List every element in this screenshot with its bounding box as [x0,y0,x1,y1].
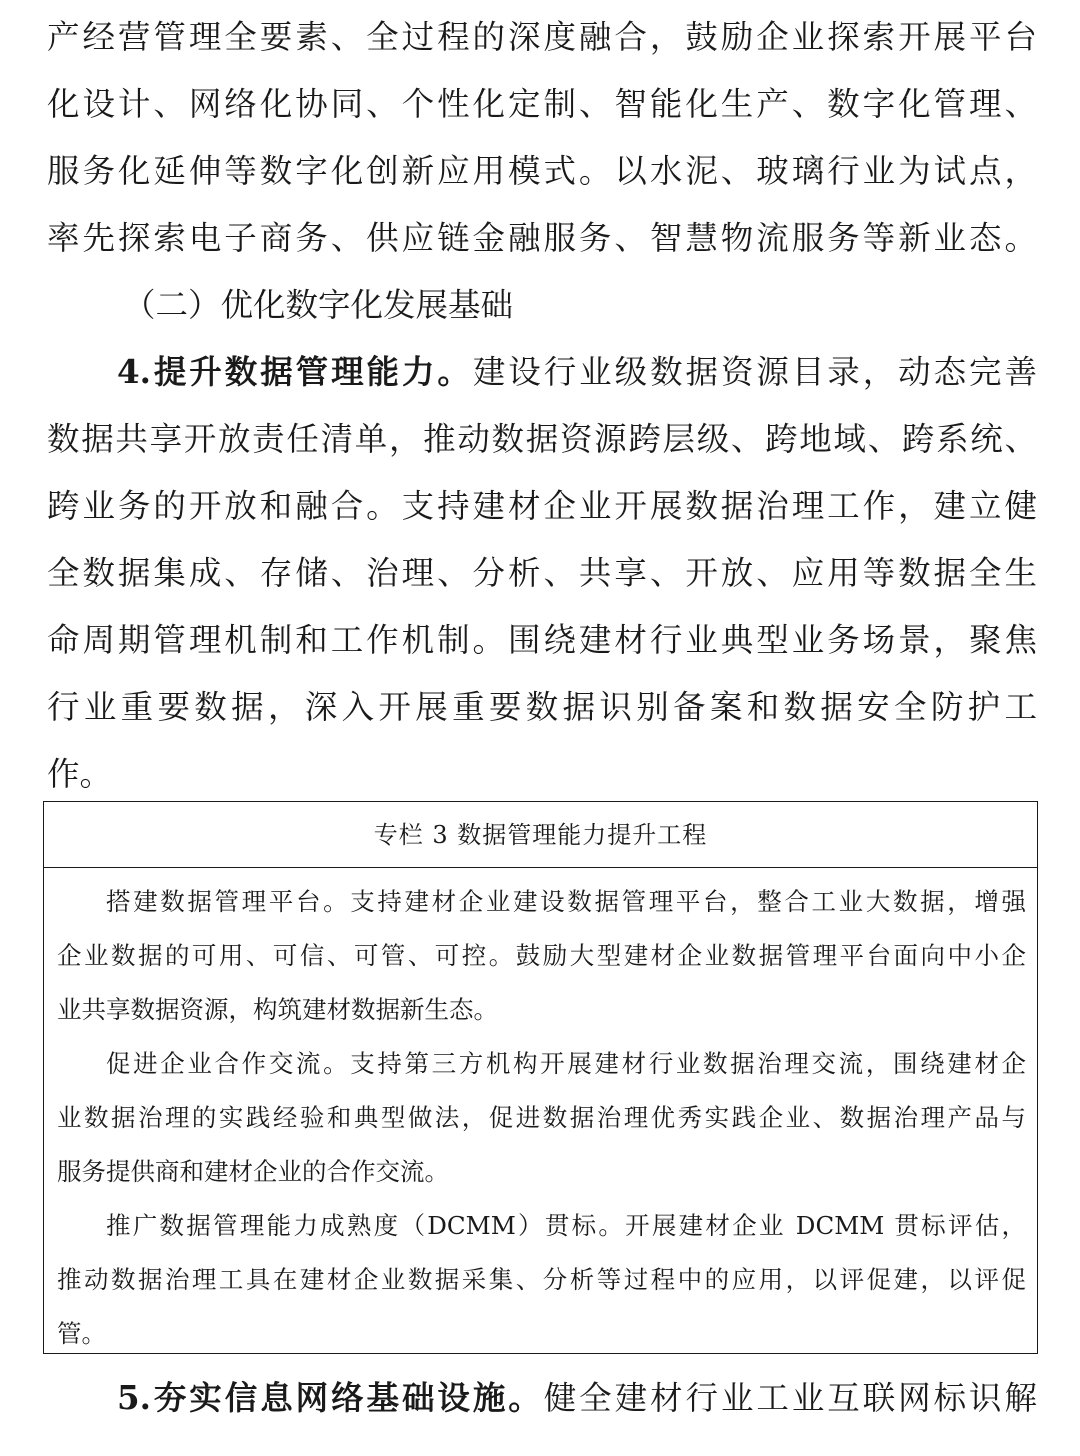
body-line: 数据共享开放责任清单，推动数据资源跨层级、跨地域、跨系统、 [47,420,1037,458]
body-line: 服务化延伸等数字化创新应用模式。以水泥、玻璃行业为试点， [47,152,1037,190]
box-line: 推广数据管理能力成熟度（DCMM）贯标。开展建材企业 DCMM 贯标评估， [106,1211,1026,1240]
box-line: 管。 [57,1319,106,1348]
body-line: 全数据集成、存储、治理、分析、共享、开放、应用等数据全生 [47,554,1037,592]
column-box [43,801,1038,1354]
box-line: 业共享数据资源，构筑建材数据新生态。 [57,995,498,1024]
item-5-lead: 5.夯实信息网络基础设施。 [117,1378,544,1417]
box-line: 业数据治理的实践经验和典型做法，促进数据治理优秀实践企业、数据治理产品与 [57,1103,1026,1132]
item-4-text: 建设行业级数据资源目录，动态完善 [472,353,1037,391]
item-5-text: 健全建材行业工业互联网标识解 [543,1379,1037,1417]
box-line: 推动数据治理工具在建材企业数据采集、分析等过程中的应用，以评促建，以评促 [57,1265,1026,1294]
body-line: 率先探索电子商务、供应链金融服务、智慧物流服务等新业态。 [47,219,1037,257]
box-line: 促进企业合作交流。支持第三方机构开展建材行业数据治理交流，围绕建材企 [106,1049,1026,1078]
item-5-first-line [117,1378,1037,1418]
item-4-lead: 4.提升数据管理能力。 [117,352,473,391]
body-line: 作。 [47,755,113,793]
body-line: 产经营管理全要素、全过程的深度融合，鼓励企业探索开展平台 [47,18,1037,56]
box-line: 搭建数据管理平台。支持建材企业建设数据管理平台，整合工业大数据，增强 [106,887,1026,916]
item-4-first-line [117,352,1037,392]
column-box-title: 专栏 3 数据管理能力提升工程 [44,802,1037,868]
body-line: 行业重要数据，深入开展重要数据识别备案和数据安全防护工 [47,688,1037,726]
box-line: 服务提供商和建材企业的合作交流。 [57,1157,449,1186]
section-heading: （二）优化数字化发展基础 [123,286,514,324]
body-line: 跨业务的开放和融合。支持建材企业开展数据治理工作，建立健 [47,487,1037,525]
body-line: 化设计、网络化协同、个性化定制、智能化生产、数字化管理、 [47,85,1037,123]
body-line: 命周期管理机制和工作机制。围绕建材行业典型业务场景，聚焦 [47,621,1037,659]
box-line: 企业数据的可用、可信、可管、可控。鼓励大型建材企业数据管理平台面向中小企 [57,941,1026,970]
